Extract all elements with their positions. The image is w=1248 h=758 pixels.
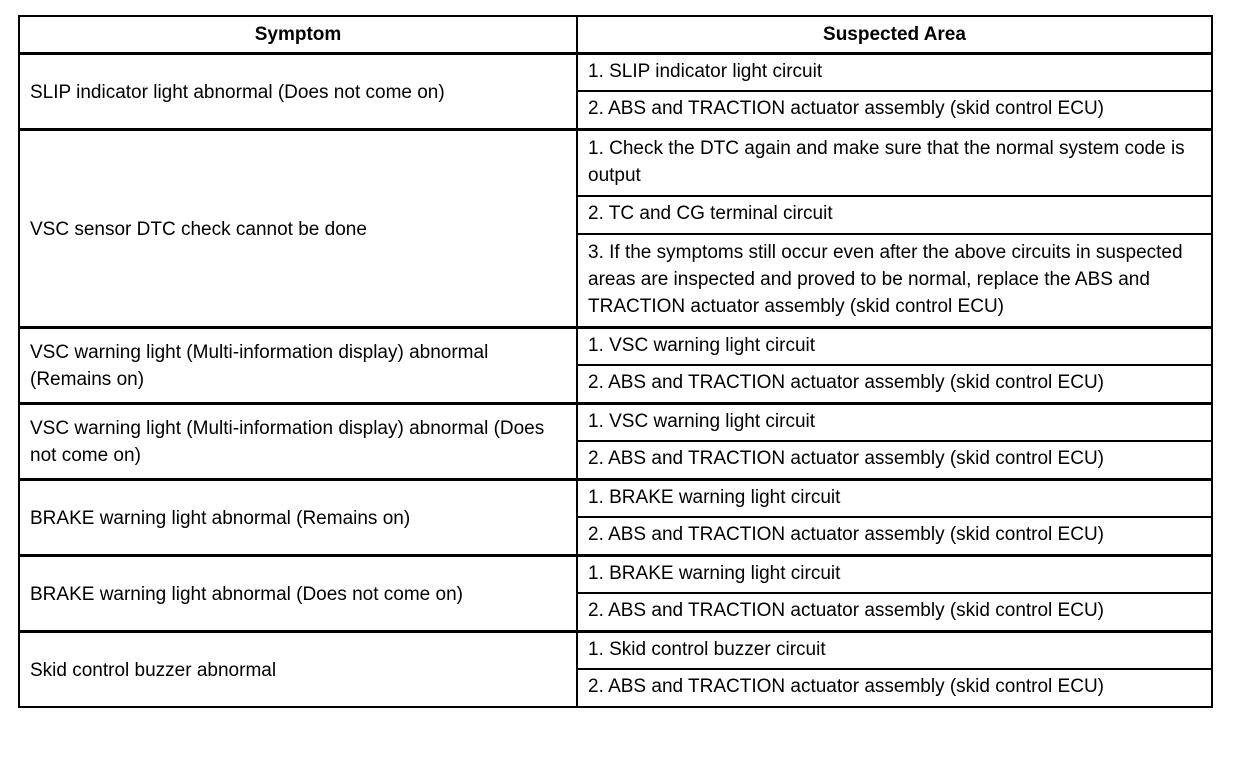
- suspected-area-cell: 1. VSC warning light circuit: [577, 327, 1212, 365]
- suspected-area-cell: 1. SLIP indicator light circuit: [577, 53, 1212, 91]
- suspected-area-cell: 2. ABS and TRACTION actuator assembly (skid control ECU): [577, 669, 1212, 707]
- symptom-cell: Skid control buzzer abnormal: [19, 631, 577, 707]
- suspected-area-cell: 1. Skid control buzzer circuit: [577, 631, 1212, 669]
- table-row: [19, 53, 1212, 91]
- table-row: [19, 555, 1212, 593]
- suspected-area-cell: 1. VSC warning light circuit: [577, 403, 1212, 441]
- suspected-area-cell: 2. TC and CG terminal circuit: [577, 196, 1212, 234]
- suspected-area-cell: 2. ABS and TRACTION actuator assembly (skid control ECU): [577, 593, 1212, 631]
- table-row: [19, 327, 1212, 365]
- suspected-area-cell: 1. BRAKE warning light circuit: [577, 555, 1212, 593]
- symptom-cell: VSC warning light (Multi-information display) abnormal (Remains on): [19, 327, 577, 403]
- suspected-area-cell: 1. BRAKE warning light circuit: [577, 479, 1212, 517]
- suspected-area-cell: 1. Check the DTC again and make sure that the normal system code is output: [577, 129, 1212, 196]
- table-row: [19, 479, 1212, 517]
- suspected-area-cell: 2. ABS and TRACTION actuator assembly (skid control ECU): [577, 517, 1212, 555]
- symptom-cell: VSC warning light (Multi-information display) abnormal (Does not come on): [19, 403, 577, 479]
- symptom-cell: VSC sensor DTC check cannot be done: [19, 129, 577, 327]
- suspected-area-cell: 2. ABS and TRACTION actuator assembly (skid control ECU): [577, 441, 1212, 479]
- suspected-area-header: Suspected Area: [577, 16, 1212, 53]
- symptom-cell: SLIP indicator light abnormal (Does not come on): [19, 53, 577, 129]
- table-row: [19, 403, 1212, 441]
- symptom-table: [18, 15, 1213, 708]
- table-row: [19, 129, 1212, 196]
- suspected-area-cell: 2. ABS and TRACTION actuator assembly (skid control ECU): [577, 365, 1212, 403]
- table-row: [19, 631, 1212, 669]
- suspected-area-cell: 2. ABS and TRACTION actuator assembly (skid control ECU): [577, 91, 1212, 129]
- symptom-cell: BRAKE warning light abnormal (Remains on): [19, 479, 577, 555]
- header-row: [19, 16, 1212, 53]
- symptom-cell: BRAKE warning light abnormal (Does not come on): [19, 555, 577, 631]
- symptom-header: Symptom: [19, 16, 577, 53]
- suspected-area-cell: 3. If the symptoms still occur even after the above circuits in suspected areas are inspected and proved to be normal, replace the ABS and TRACTION actuator assembly (skid control ECU): [577, 234, 1212, 328]
